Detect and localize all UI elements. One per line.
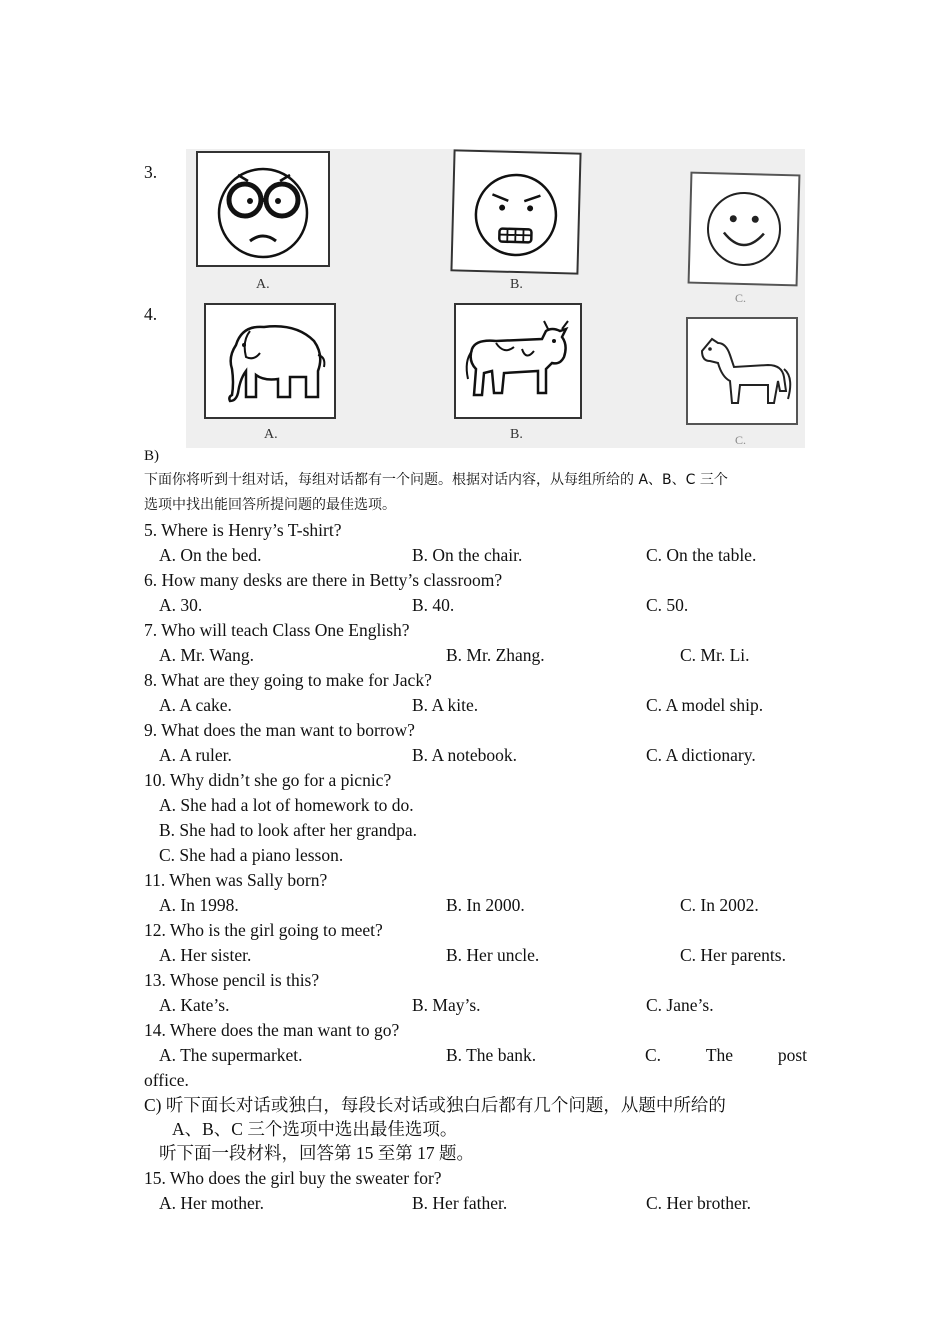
section-b-instructions-line2: 选项中找出能回答所提问题的最佳选项。 bbox=[144, 497, 396, 513]
question-10: 10. Why didn’t she go for a picnic? bbox=[144, 770, 392, 790]
horse-picture bbox=[686, 317, 798, 425]
option-11b: B. In 2000. bbox=[446, 895, 525, 915]
question-15: 15. Who does the girl buy the sweater for? bbox=[144, 1168, 442, 1188]
option-6a: A. 30. bbox=[159, 595, 203, 615]
option-15b: B. Her father. bbox=[412, 1193, 508, 1213]
figure-label-3b: B. bbox=[510, 277, 523, 292]
option-14b: B. The bank. bbox=[446, 1045, 537, 1065]
option-14c-continuation: office. bbox=[144, 1070, 189, 1090]
happy-face-picture bbox=[688, 172, 801, 287]
figure-label-4c: C. bbox=[735, 433, 747, 447]
question-number-3: 3. bbox=[144, 162, 158, 182]
option-8b: B. A kite. bbox=[412, 695, 479, 715]
option-10b: B. She had to look after her grandpa. bbox=[159, 820, 418, 840]
question-14: 14. Where does the man want to go? bbox=[144, 1020, 400, 1040]
question-6: 6. How many desks are there in Betty’s classroom? bbox=[144, 570, 503, 590]
question-9: 9. What does the man want to borrow? bbox=[144, 720, 415, 740]
section-c-sub: 听下面一段材料，回答第 15 至第 17 题。 bbox=[159, 1143, 474, 1163]
figure-label-3c: C. bbox=[735, 291, 747, 305]
option-14a: A. The supermarket. bbox=[159, 1045, 303, 1065]
option-14c-word1: C. bbox=[645, 1045, 662, 1065]
option-11a: A. In 1998. bbox=[159, 895, 239, 915]
option-13b: B. May’s. bbox=[412, 995, 481, 1015]
worried-face-icon bbox=[198, 153, 328, 265]
option-12a: A. Her sister. bbox=[159, 945, 252, 965]
option-7c: C. Mr. Li. bbox=[680, 645, 750, 665]
cow-icon bbox=[456, 305, 580, 417]
angry-face-picture bbox=[450, 149, 581, 274]
question-8: 8. What are they going to make for Jack? bbox=[144, 670, 432, 690]
option-7a: A. Mr. Wang. bbox=[159, 645, 255, 665]
option-15c: C. Her brother. bbox=[646, 1193, 751, 1213]
option-15a: A. Her mother. bbox=[159, 1193, 264, 1213]
section-c-line1: C) 听下面长对话或独白，每段长对话或独白后都有几个问题，从题中所给的 bbox=[144, 1095, 726, 1115]
option-5a: A. On the bed. bbox=[159, 545, 262, 565]
elephant-icon bbox=[206, 305, 334, 417]
option-13c: C. Jane’s. bbox=[646, 995, 714, 1015]
option-14c bbox=[645, 1043, 807, 1068]
option-9c: C. A dictionary. bbox=[646, 745, 756, 765]
question-13: 13. Whose pencil is this? bbox=[144, 970, 320, 990]
section-b-label: B) bbox=[144, 448, 159, 464]
section-c-line2: A、B、C 三个选项中选出最佳选项。 bbox=[172, 1119, 458, 1139]
option-5c: C. On the table. bbox=[646, 545, 757, 565]
question-5: 5. Where is Henry’s T-shirt? bbox=[144, 520, 342, 540]
option-12b: B. Her uncle. bbox=[446, 945, 540, 965]
option-9b: B. A notebook. bbox=[412, 745, 518, 765]
section-b-instructions-line1: 下面你将听到十组对话，每组对话都有一个问题。根据对话内容，从每组所给的 A、B、C 三个 bbox=[144, 472, 728, 488]
option-10a: A. She had a lot of homework to do. bbox=[159, 795, 414, 815]
question-11: 11. When was Sally born? bbox=[144, 870, 328, 890]
picture-panel bbox=[186, 149, 805, 448]
horse-icon bbox=[688, 319, 796, 423]
angry-face-icon bbox=[452, 151, 579, 272]
option-8c: C. A model ship. bbox=[646, 695, 764, 715]
cow-picture bbox=[454, 303, 582, 419]
option-13a: A. Kate’s. bbox=[159, 995, 230, 1015]
figure-label-3a: A. bbox=[256, 277, 270, 292]
option-5b: B. On the chair. bbox=[412, 545, 523, 565]
figure-label-4a: A. bbox=[264, 427, 278, 442]
option-8a: A. A cake. bbox=[159, 695, 232, 715]
elephant-picture bbox=[204, 303, 336, 419]
option-14c-word3: post bbox=[777, 1045, 807, 1065]
worried-face-picture bbox=[196, 151, 330, 267]
option-14c-word2: The bbox=[705, 1045, 734, 1065]
option-12c: C. Her parents. bbox=[680, 945, 786, 965]
option-7b: B. Mr. Zhang. bbox=[446, 645, 545, 665]
option-6b: B. 40. bbox=[412, 595, 455, 615]
option-9a: A. A ruler. bbox=[159, 745, 232, 765]
happy-face-icon bbox=[690, 174, 799, 285]
option-10c: C. She had a piano lesson. bbox=[159, 845, 344, 865]
option-6c: C. 50. bbox=[646, 595, 689, 615]
question-12: 12. Who is the girl going to meet? bbox=[144, 920, 383, 940]
figure-label-4b: B. bbox=[510, 427, 523, 442]
question-7: 7. Who will teach Class One English? bbox=[144, 620, 410, 640]
option-11c: C. In 2002. bbox=[680, 895, 759, 915]
question-number-4: 4. bbox=[144, 304, 158, 324]
